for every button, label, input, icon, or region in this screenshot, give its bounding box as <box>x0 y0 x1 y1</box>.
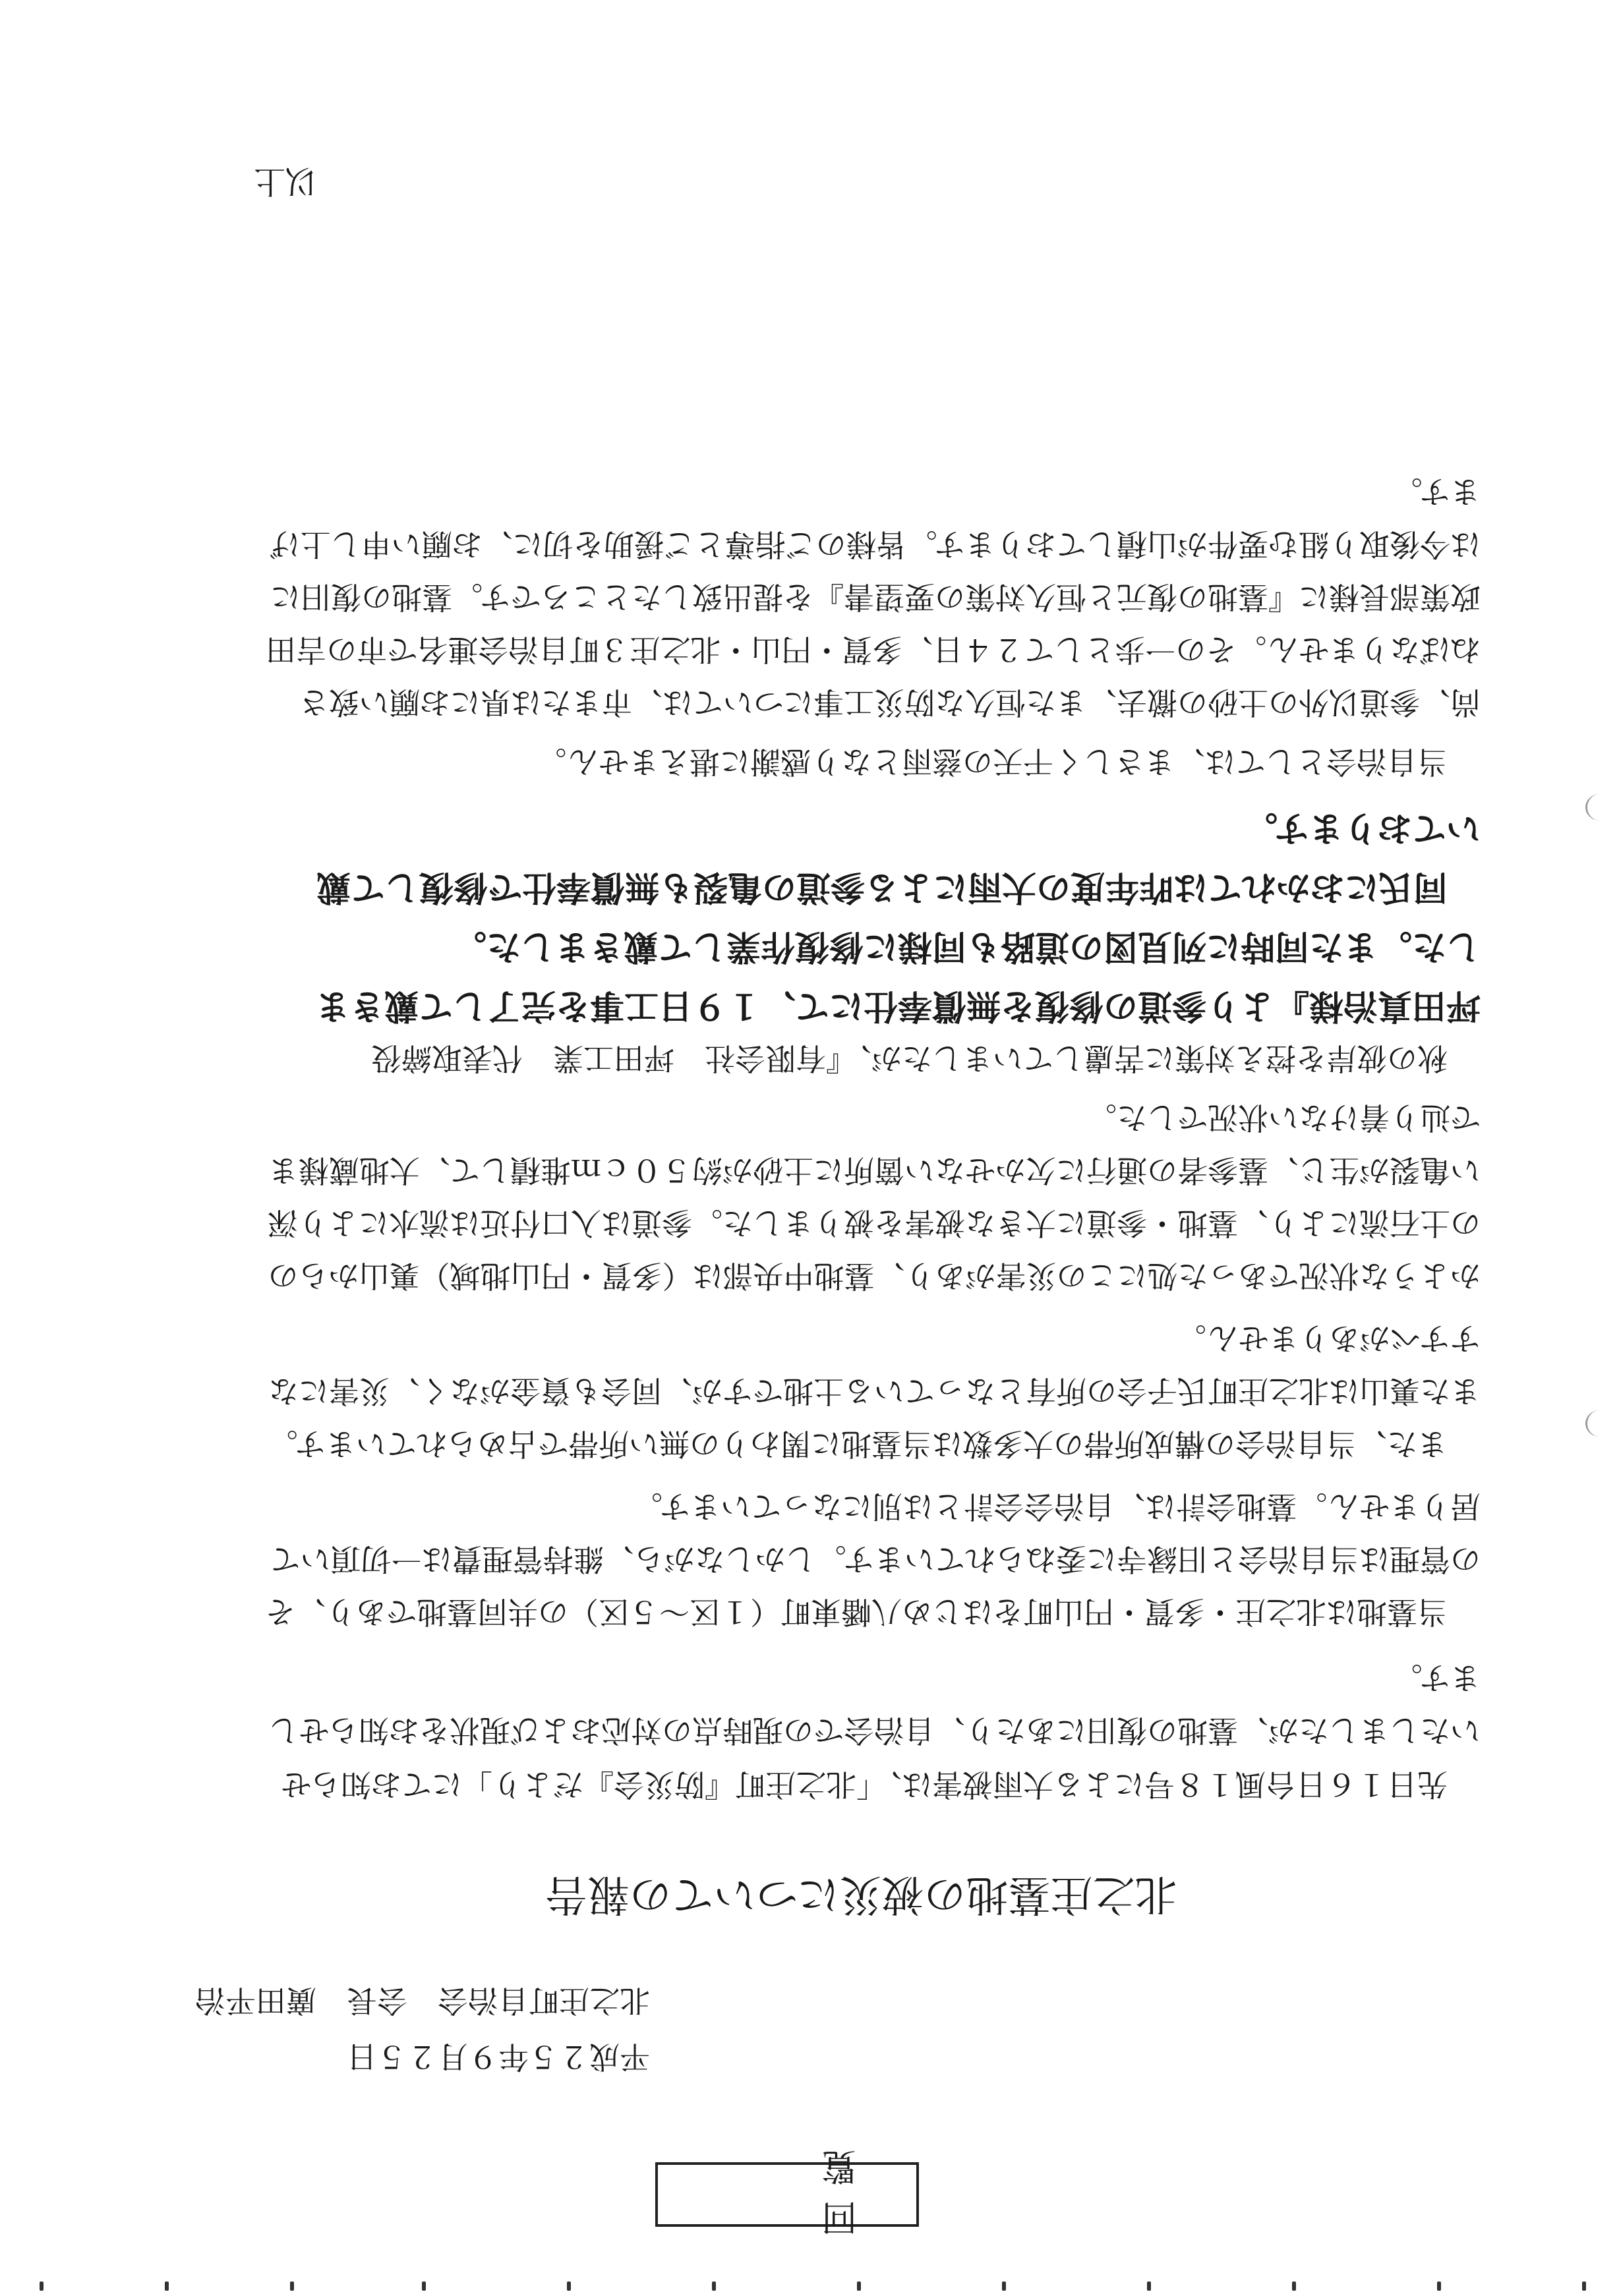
punch-hole-mark <box>1585 1410 1614 1437</box>
scan-artifact <box>290 2282 294 2291</box>
scan-artifact <box>857 2282 861 2291</box>
body-line-emphasis: いております。 <box>1243 808 1481 847</box>
body-line: ねばなりません。その一歩として２４日、多賀・円山・北之庄３町自治会連名で市の吉田 <box>266 632 1481 668</box>
scan-artifact <box>1582 2282 1586 2291</box>
scan-artifact <box>1292 2282 1296 2291</box>
body-line: い亀裂が生じ、墓参者の通行に欠かせない箇所に土砂が約５０ｃｍ堆積して、大地蔵様ま <box>268 1153 1481 1188</box>
body-line-emphasis: 同氏におかれては昨年度の大雨による参道の亀裂も無償奉仕で修復して戴 <box>316 867 1448 907</box>
body-line: かような状況であった処にこの災害があり、墓地中央部は（多賀・円山地域）裏山からの <box>268 1258 1481 1294</box>
body-line: の管理は当自治会と旧縁寺に委ねられています。しかしながら、維持管理費は一切頂いて <box>270 1541 1481 1577</box>
scan-artifact <box>1147 2282 1151 2291</box>
body-line: また裏山は北之庄町氏子会の所有となっている土地ですが、同会も資金がなく、災害にな <box>268 1373 1481 1409</box>
scan-artifact <box>1437 2282 1441 2291</box>
body-line: 居りません。墓地会計は、自治会会計とは別になっています。 <box>632 1489 1481 1524</box>
body-line: で辿り着けない状況でした。 <box>1086 1100 1481 1135</box>
circulation-stamp: 回 覧 <box>655 2162 919 2227</box>
scan-artifact <box>1002 2282 1006 2291</box>
body-line: 当自治会としては、まさしく干天の慈雨となり感謝に堪えません。 <box>536 744 1448 780</box>
scan-artifact <box>165 2282 169 2291</box>
document-date: 平成２５年９月２５日 <box>347 2039 650 2075</box>
document-title: 北之庄墓地の被災についての報告 <box>545 1870 1177 1918</box>
body-line-emphasis: 坪田真治様』より参道の修復を無償奉仕にて、１９日工事を完了して戴きま <box>316 986 1481 1025</box>
body-line: すすべがありません。 <box>1175 1321 1481 1356</box>
body-line: は今後取り組む要件が山積しております。皆様のご指導とご援助を切に、お願い申し上げ <box>270 527 1481 562</box>
body-line: 当墓地は北之庄・多賀・円山町をはじめ八幡東町（１区～５区）の共同墓地であり、そ <box>265 1594 1448 1630</box>
body-line: 政策部長様に『墓地の復元と恒久対策の要望書』を提出致したところです。墓地の復旧に <box>270 579 1481 615</box>
scan-artifact <box>567 2282 571 2291</box>
body-line: ます。 <box>1392 474 1481 509</box>
body-line: また、当自治会の構成所帯の大多数は当墓地に関わりの無い所帯で占められています。 <box>267 1426 1448 1462</box>
body-line: 尚、参道以外の土砂の撤去、また恒久な防災工事については、市または県にお願い致さ <box>298 685 1481 720</box>
author-signature: 北之庄町自治会 会長 廣田平治 <box>195 1983 650 2019</box>
scan-artifact <box>40 2282 44 2291</box>
closing-mark: 以上 <box>253 163 317 200</box>
punch-hole-mark <box>1585 794 1614 820</box>
body-line: 秋の彼岸を控え対策に苦慮していましたが、『有限会社 坪田工業 代表取締役 <box>371 1041 1448 1076</box>
body-line: いたしましたが、墓地の復旧にあたり、自治会での現時点の対応および現状をお知らせし <box>268 1713 1481 1748</box>
scan-artifact <box>712 2282 716 2291</box>
body-line: の土石流により、墓地・参道に大きな被害を被りました。参道は入口付近は流水により深 <box>268 1205 1481 1241</box>
scan-artifact <box>422 2282 426 2291</box>
body-line: ます。 <box>1392 1660 1481 1696</box>
body-line: 先日１６日台風１８号による大雨被害は、「北之庄町『防災会』だより」にてお知らせ <box>281 1767 1448 1802</box>
body-line-emphasis: した。また同時に列見図の道路も同様に修復作業して戴きました。 <box>452 927 1481 966</box>
